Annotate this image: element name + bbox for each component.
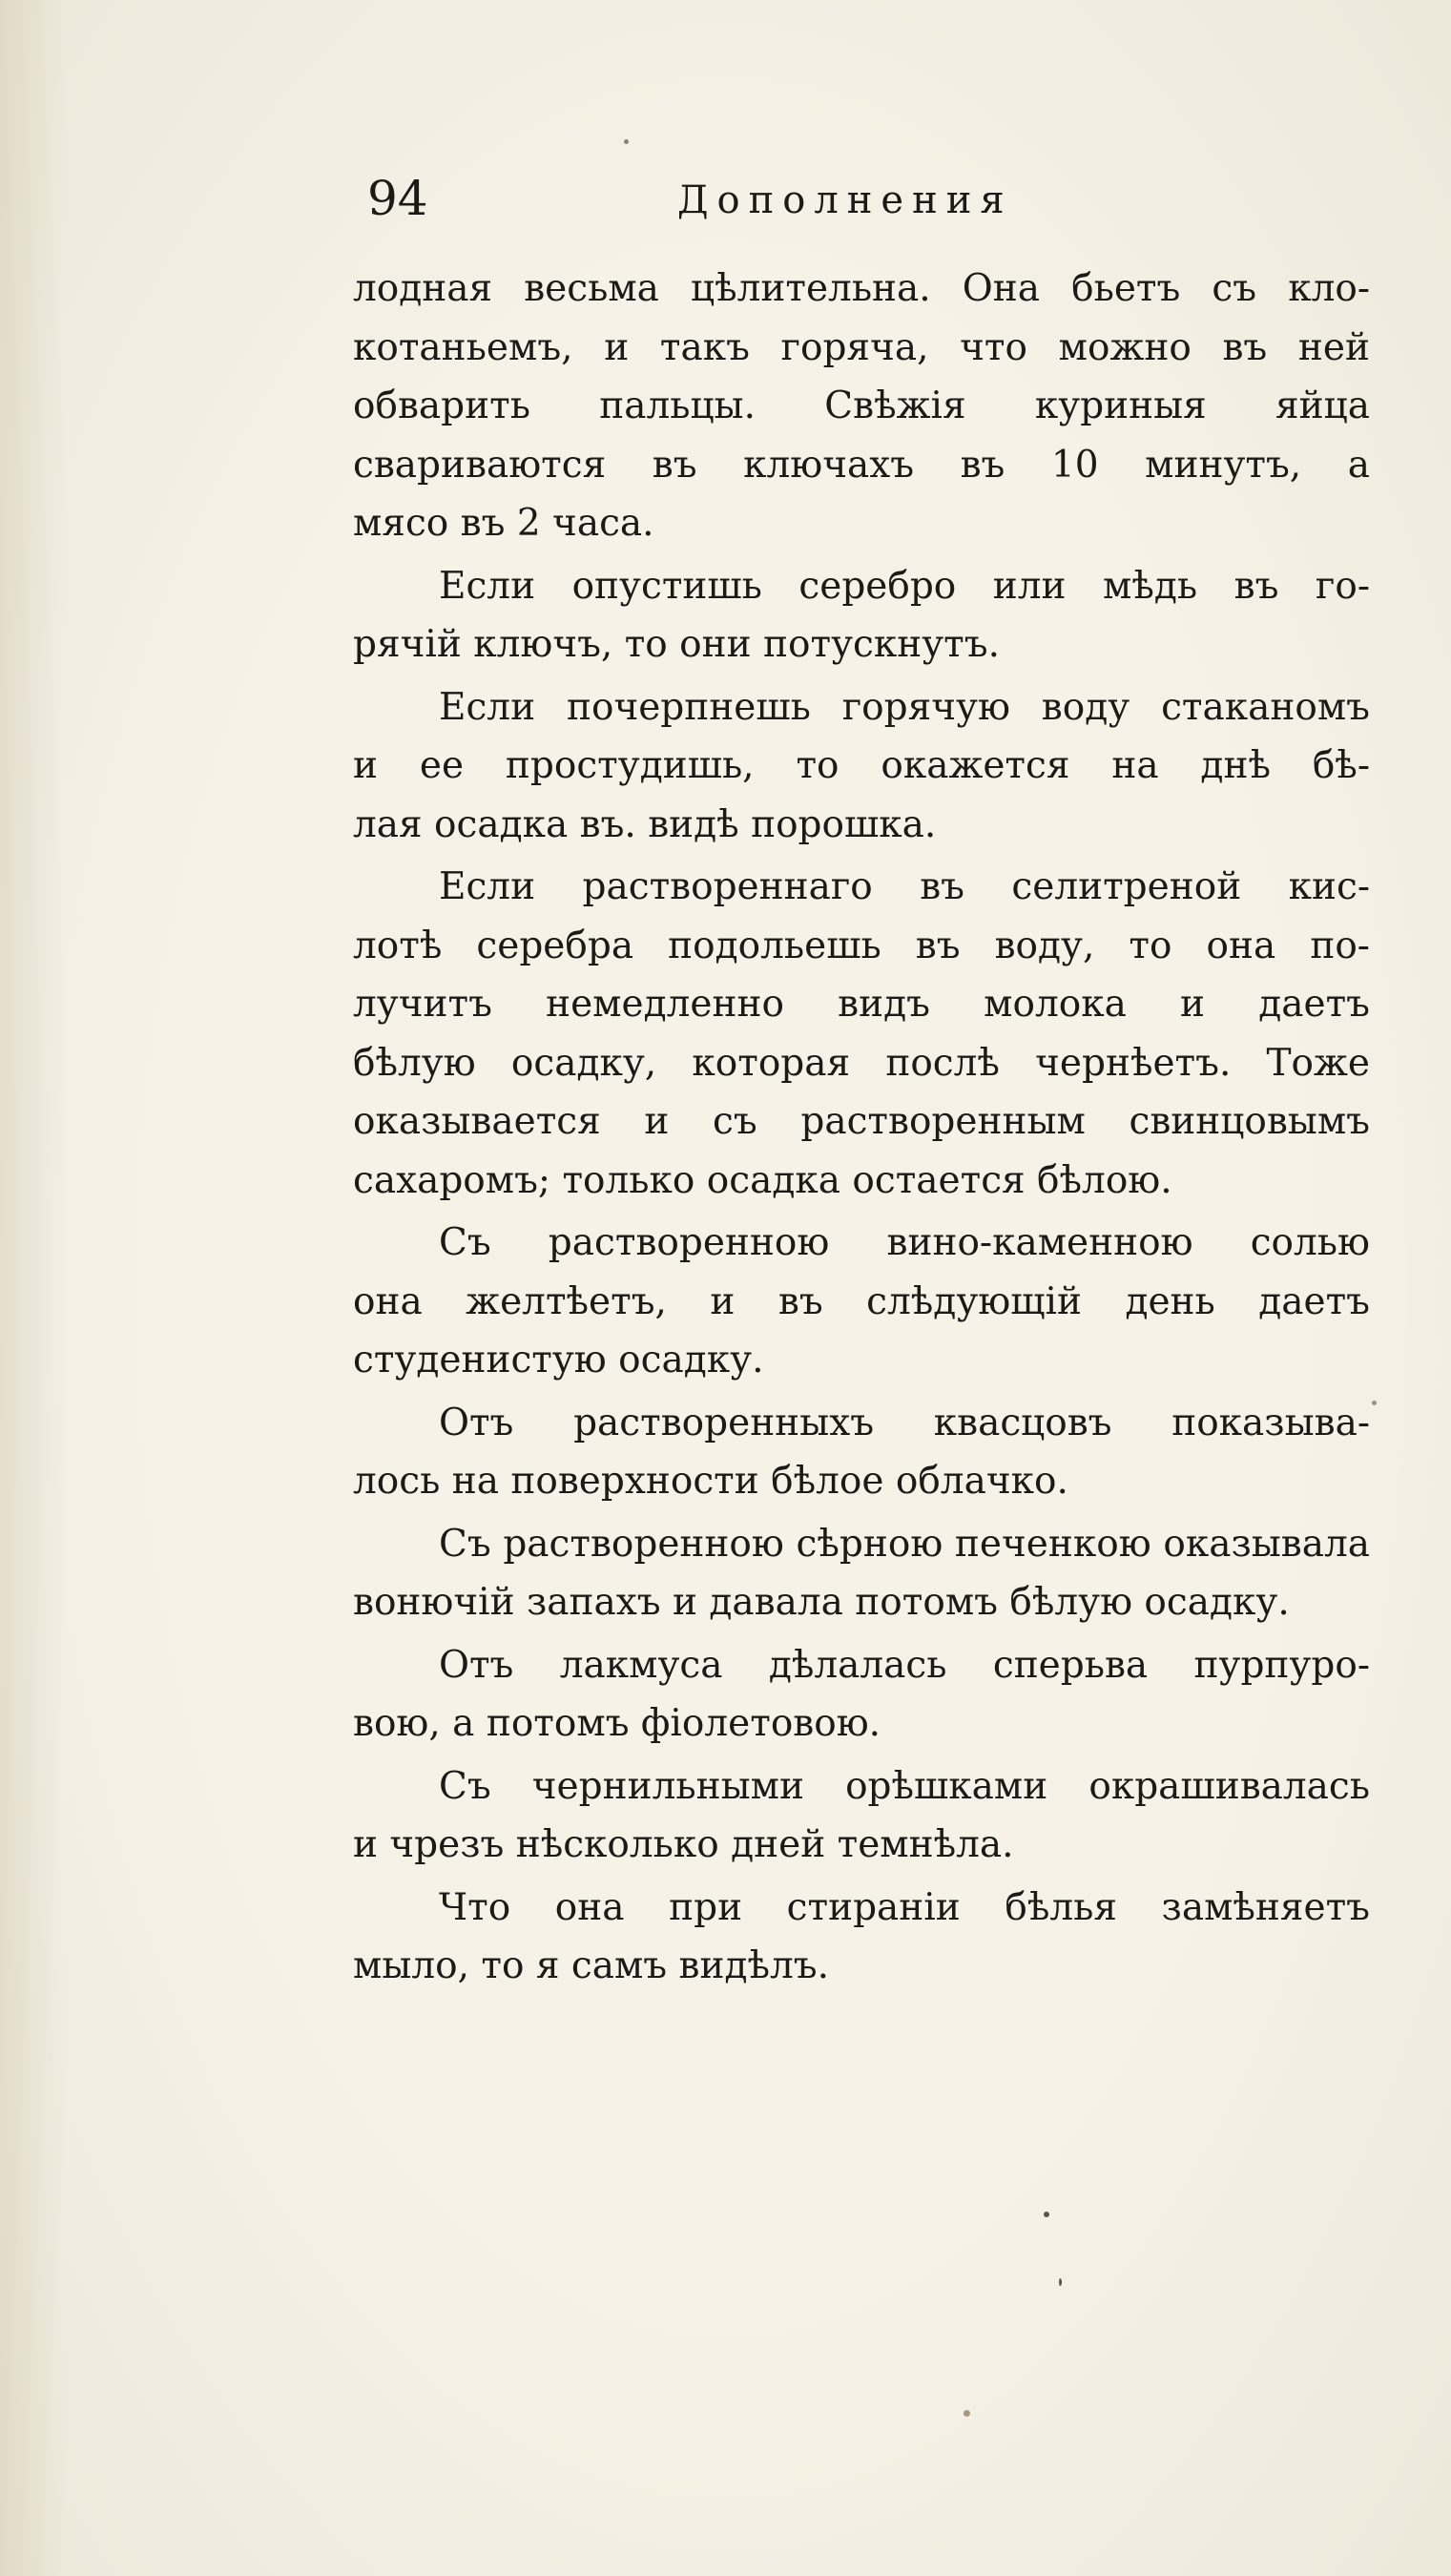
text-line: оказывается и съ растворенным свинцовымъ	[353, 1100, 1370, 1143]
text-line: она желтѣетъ, и въ слѣдующій день даетъ	[353, 1279, 1370, 1323]
text-line: Если почерпнешь горячую воду стаканомъ	[439, 685, 1370, 729]
text-line: обварить пальцы. Свѣжія куриныя яйца	[353, 384, 1370, 427]
running-head: Дополнения	[677, 178, 1013, 222]
text-line: лось на поверхности бѣлое облачко.	[353, 1460, 1068, 1503]
text-line: и ее простудишь, то окажется на днѣ бѣ-	[353, 744, 1370, 787]
paper-speck	[624, 139, 629, 144]
text-line: мыло, то я самъ видѣлъ.	[353, 1944, 829, 1987]
text-line: вонючій запахъ и давала потомъ бѣлую осадку.	[353, 1581, 1290, 1624]
body-text	[353, 260, 1370, 1996]
text-line: лотѣ серебра подольешь въ воду, то она по-	[353, 924, 1370, 967]
paper-speck	[1059, 2278, 1062, 2286]
text-line: рячій ключъ, то они потускнутъ.	[353, 623, 1000, 666]
text-line: лодная весьма цѣлительна. Она бьетъ съ кло-	[353, 267, 1370, 310]
text-line: вою, а потомъ фіолетовою.	[353, 1702, 881, 1745]
text-line: Что она при стираніи бѣлья замѣняетъ	[439, 1885, 1370, 1929]
text-line: сахаромъ; только осадка остается бѣлою.	[353, 1158, 1172, 1202]
text-line: Съ чернильными орѣшками окрашивалась	[439, 1764, 1370, 1808]
text-line: Съ растворенною вино-каменною солью	[439, 1221, 1370, 1264]
text-line: лучитъ немедленно видъ молока и даетъ	[353, 983, 1370, 1026]
text-line: котаньемъ, и такъ горяча, что можно въ ней	[353, 325, 1370, 369]
paper-speck	[1372, 1401, 1377, 1405]
text-line: Съ растворенною сѣрною печенкою оказывала	[439, 1522, 1370, 1566]
text-line: Если опустишь серебро или мѣдь въ го-	[439, 564, 1370, 608]
text-line: лая осадка въ. видѣ порошка.	[353, 802, 937, 846]
page-number: 94	[367, 171, 428, 226]
text-line: Отъ растворенныхъ квасцовъ показыва-	[439, 1401, 1370, 1444]
text-line: и чрезъ нѣсколько дней темнѣла.	[353, 1823, 1014, 1866]
text-line: студенистую осадку.	[353, 1339, 764, 1381]
text-line: Если раствореннаго въ селитреной кис-	[439, 865, 1370, 908]
text-line: бѣлую осадку, которая послѣ чернѣетъ. Тоже	[353, 1041, 1370, 1085]
page-header	[367, 170, 1092, 227]
spine-shadow	[0, 0, 67, 2576]
paper-speck	[964, 2410, 970, 2417]
text-line: мясо въ 2 часа.	[353, 502, 654, 545]
text-line: Отъ лакмуса дѣлалась сперьва пурпуро-	[439, 1643, 1370, 1687]
paper-speck	[1044, 2212, 1049, 2217]
text-line: свариваются въ ключахъ въ 10 минутъ, а	[353, 443, 1370, 487]
